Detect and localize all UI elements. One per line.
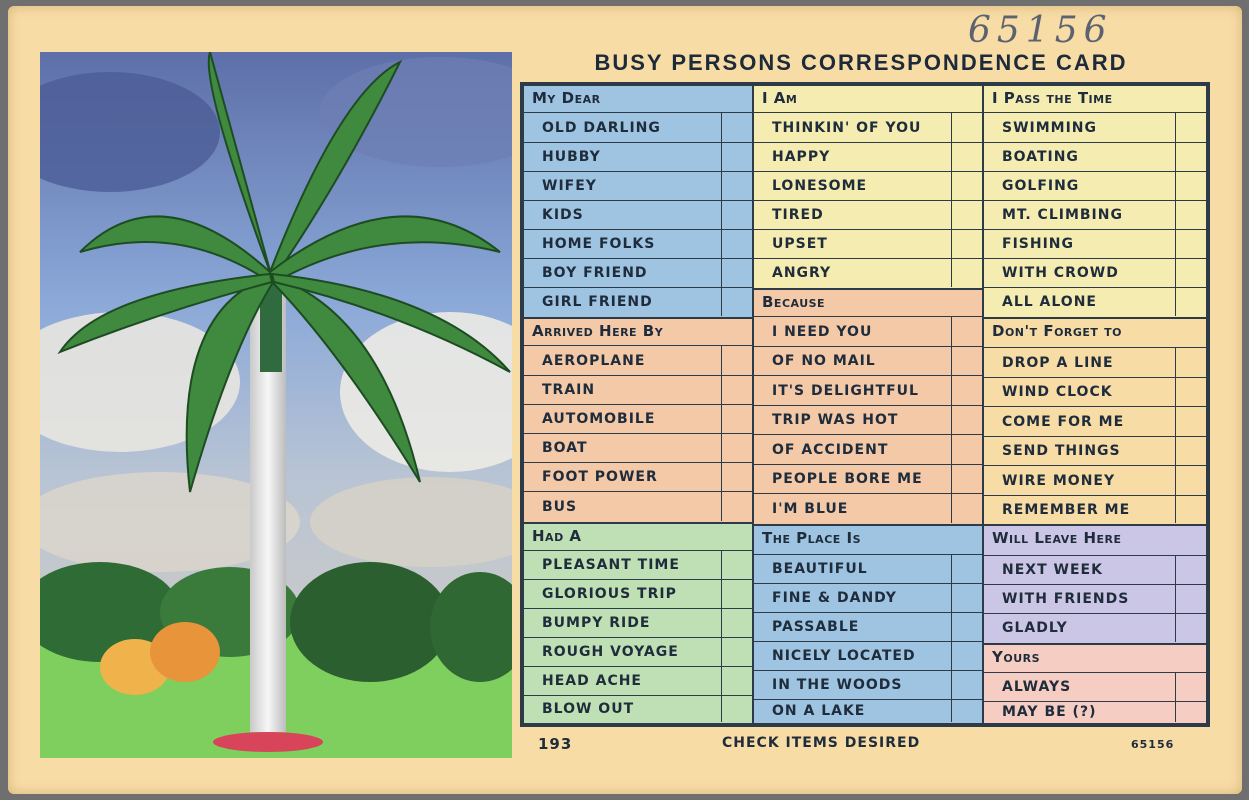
footer-number-left: 193: [538, 735, 573, 753]
checklist-item[interactable]: BEAUTIFUL: [754, 554, 982, 583]
checklist-item[interactable]: ALL ALONE: [984, 287, 1206, 316]
checkbox[interactable]: [951, 642, 982, 670]
checklist-item[interactable]: TRAIN: [524, 375, 752, 404]
checklist-item[interactable]: SWIMMING: [984, 112, 1206, 142]
checklist-item[interactable]: HUBBY: [524, 142, 752, 171]
checkbox[interactable]: [1175, 702, 1206, 722]
checklist-item[interactable]: BOY FRIEND: [524, 258, 752, 287]
checklist-item[interactable]: WIRE MONEY: [984, 465, 1206, 495]
checklist-item[interactable]: HAPPY: [754, 142, 982, 171]
footer-instruction: CHECK ITEMS DESIRED: [722, 735, 921, 751]
checkbox[interactable]: [721, 434, 752, 462]
checkbox[interactable]: [1175, 172, 1206, 200]
checkbox[interactable]: [721, 696, 752, 722]
section-because: [753, 289, 983, 525]
postcard: [8, 6, 1242, 794]
checkbox[interactable]: [951, 347, 982, 375]
checklist-item[interactable]: KIDS: [524, 200, 752, 229]
checkbox[interactable]: [1175, 437, 1206, 465]
checkbox[interactable]: [721, 201, 752, 229]
section-arrived-here-by: [523, 318, 753, 523]
checklist-item[interactable]: UPSET: [754, 229, 982, 258]
checklist-item[interactable]: FOOT POWER: [524, 462, 752, 491]
checkbox[interactable]: [721, 405, 752, 433]
checklist-item[interactable]: IT'S DELIGHTFUL: [754, 375, 982, 405]
checkbox[interactable]: [1175, 230, 1206, 258]
checklist-item[interactable]: GOLFING: [984, 171, 1206, 200]
checklist-item[interactable]: LONESOME: [754, 171, 982, 200]
checkbox[interactable]: [1175, 259, 1206, 287]
checkbox[interactable]: [1175, 585, 1206, 613]
checklist-item[interactable]: WIND CLOCK: [984, 377, 1206, 406]
checklist-item[interactable]: NEXT WEEK: [984, 555, 1206, 584]
checkbox[interactable]: [1175, 496, 1206, 523]
section-heading: I Pass the Time: [992, 89, 1113, 107]
checklist-item[interactable]: OF ACCIDENT: [754, 434, 982, 464]
section-heading: Because: [762, 293, 826, 311]
checklist-item[interactable]: TRIP WAS HOT: [754, 405, 982, 434]
checkbox[interactable]: [1175, 407, 1206, 436]
checkbox[interactable]: [1175, 556, 1206, 584]
checklist-item[interactable]: OF NO MAIL: [754, 346, 982, 375]
checkbox[interactable]: [1175, 348, 1206, 377]
checklist-item[interactable]: GLORIOUS TRIP: [524, 579, 752, 608]
checklist-item[interactable]: PLEASANT TIME: [524, 550, 752, 579]
checklist-item[interactable]: PEOPLE BORE ME: [754, 464, 982, 493]
checklist-item[interactable]: FISHING: [984, 229, 1206, 258]
checklist-item[interactable]: BOATING: [984, 142, 1206, 171]
section-heading: Arrived Here By: [532, 322, 664, 340]
checkbox[interactable]: [721, 609, 752, 637]
checklist-item[interactable]: I NEED YOU: [754, 316, 982, 346]
checkbox[interactable]: [951, 113, 982, 142]
checklist-item[interactable]: BOAT: [524, 433, 752, 462]
checklist-item[interactable]: IN THE WOODS: [754, 670, 982, 699]
checklist-item[interactable]: ANGRY: [754, 258, 982, 287]
section-heading: The Place Is: [762, 529, 862, 547]
checklist-item[interactable]: PASSABLE: [754, 612, 982, 641]
checklist-item[interactable]: AUTOMOBILE: [524, 404, 752, 433]
checkbox[interactable]: [721, 667, 752, 695]
checklist-item[interactable]: TIRED: [754, 200, 982, 229]
checkbox[interactable]: [951, 259, 982, 287]
checklist-item[interactable]: GLADLY: [984, 613, 1206, 642]
checkbox[interactable]: [721, 172, 752, 200]
checklist-item[interactable]: MT. CLIMBING: [984, 200, 1206, 229]
checklist-grid: [520, 82, 1210, 727]
section-the-place-is: [753, 525, 983, 724]
checkbox[interactable]: [721, 346, 752, 375]
checklist-item[interactable]: FINE & DANDY: [754, 583, 982, 612]
checklist-item[interactable]: ROUGH VOYAGE: [524, 637, 752, 666]
checkbox[interactable]: [721, 113, 752, 142]
checkbox[interactable]: [951, 143, 982, 171]
checklist-item[interactable]: SEND THINGS: [984, 436, 1206, 465]
checkbox[interactable]: [951, 172, 982, 200]
checkbox[interactable]: [951, 671, 982, 699]
checkbox[interactable]: [951, 376, 982, 405]
checklist-item[interactable]: GIRL FRIEND: [524, 287, 752, 316]
checklist-item[interactable]: WITH CROWD: [984, 258, 1206, 287]
checkbox[interactable]: [951, 406, 982, 434]
checkbox[interactable]: [951, 317, 982, 346]
section-yours: [983, 644, 1207, 724]
checklist-item[interactable]: ALWAYS: [984, 672, 1206, 701]
section-dont-forget-to: [983, 318, 1207, 525]
checkbox[interactable]: [721, 638, 752, 666]
palm-tree-illustration: [40, 52, 512, 758]
checkbox[interactable]: [1175, 113, 1206, 142]
handwritten-number: 65156: [968, 10, 1113, 51]
checkbox[interactable]: [951, 201, 982, 229]
checklist-item[interactable]: OLD DARLING: [524, 112, 752, 142]
checkbox[interactable]: [951, 613, 982, 641]
checkbox[interactable]: [1175, 201, 1206, 229]
checkbox[interactable]: [1175, 288, 1206, 316]
checklist-item[interactable]: ON A LAKE: [754, 699, 982, 722]
checklist-item[interactable]: BUMPY RIDE: [524, 608, 752, 637]
checklist-item[interactable]: NICELY LOCATED: [754, 641, 982, 670]
footer-number-right: 65156: [1131, 738, 1175, 751]
checklist-item[interactable]: WIFEY: [524, 171, 752, 200]
palm-tree-photo: [40, 52, 512, 758]
section-heading: Had A: [532, 527, 582, 545]
section-heading: Will Leave Here: [992, 529, 1122, 547]
checkbox[interactable]: [721, 376, 752, 404]
checkbox[interactable]: [721, 230, 752, 258]
checkbox[interactable]: [721, 143, 752, 171]
checklist-item[interactable]: BUS: [524, 491, 752, 521]
section-heading: Don't Forget to: [992, 322, 1123, 340]
checklist-item[interactable]: REMEMBER ME: [984, 495, 1206, 523]
section-i-am: [753, 85, 983, 289]
checklist-item[interactable]: COME FOR ME: [984, 406, 1206, 436]
checkbox[interactable]: [1175, 143, 1206, 171]
checkbox[interactable]: [951, 584, 982, 612]
section-had-a: [523, 523, 753, 724]
checklist-item[interactable]: HOME FOLKS: [524, 229, 752, 258]
checkbox[interactable]: [721, 288, 752, 316]
checklist-item[interactable]: THINKIN' OF YOU: [754, 112, 982, 142]
checklist-item[interactable]: WITH FRIENDS: [984, 584, 1206, 613]
checklist-item[interactable]: I'M BLUE: [754, 493, 982, 523]
checkbox[interactable]: [951, 555, 982, 583]
section-i-pass-the-time: [983, 85, 1207, 318]
checklist-item[interactable]: MAY BE (?): [984, 701, 1206, 722]
section-heading: Yours: [992, 648, 1041, 666]
checkbox[interactable]: [951, 494, 982, 523]
checkbox[interactable]: [721, 259, 752, 287]
checklist-item[interactable]: HEAD ACHE: [524, 666, 752, 695]
checkbox[interactable]: [951, 465, 982, 493]
checkbox[interactable]: [951, 700, 982, 722]
checkbox[interactable]: [951, 230, 982, 258]
section-will-leave-here: [983, 525, 1207, 644]
section-heading: My Dear: [532, 89, 601, 107]
checkbox[interactable]: [721, 492, 752, 521]
section-heading: I Am: [762, 89, 798, 107]
checkbox[interactable]: [721, 551, 752, 579]
checkbox[interactable]: [1175, 466, 1206, 495]
checklist-item[interactable]: DROP A LINE: [984, 347, 1206, 377]
checklist-item[interactable]: AEROPLANE: [524, 345, 752, 375]
checkbox[interactable]: [721, 463, 752, 491]
card-title: BUSY PERSONS CORRESPONDENCE CARD: [594, 50, 1128, 75]
checkbox[interactable]: [1175, 378, 1206, 406]
checkbox[interactable]: [1175, 614, 1206, 642]
checkbox[interactable]: [1175, 673, 1206, 701]
checklist-item[interactable]: BLOW OUT: [524, 695, 752, 722]
checkbox[interactable]: [721, 580, 752, 608]
checkbox[interactable]: [951, 435, 982, 464]
section-my-dear: [523, 85, 753, 318]
